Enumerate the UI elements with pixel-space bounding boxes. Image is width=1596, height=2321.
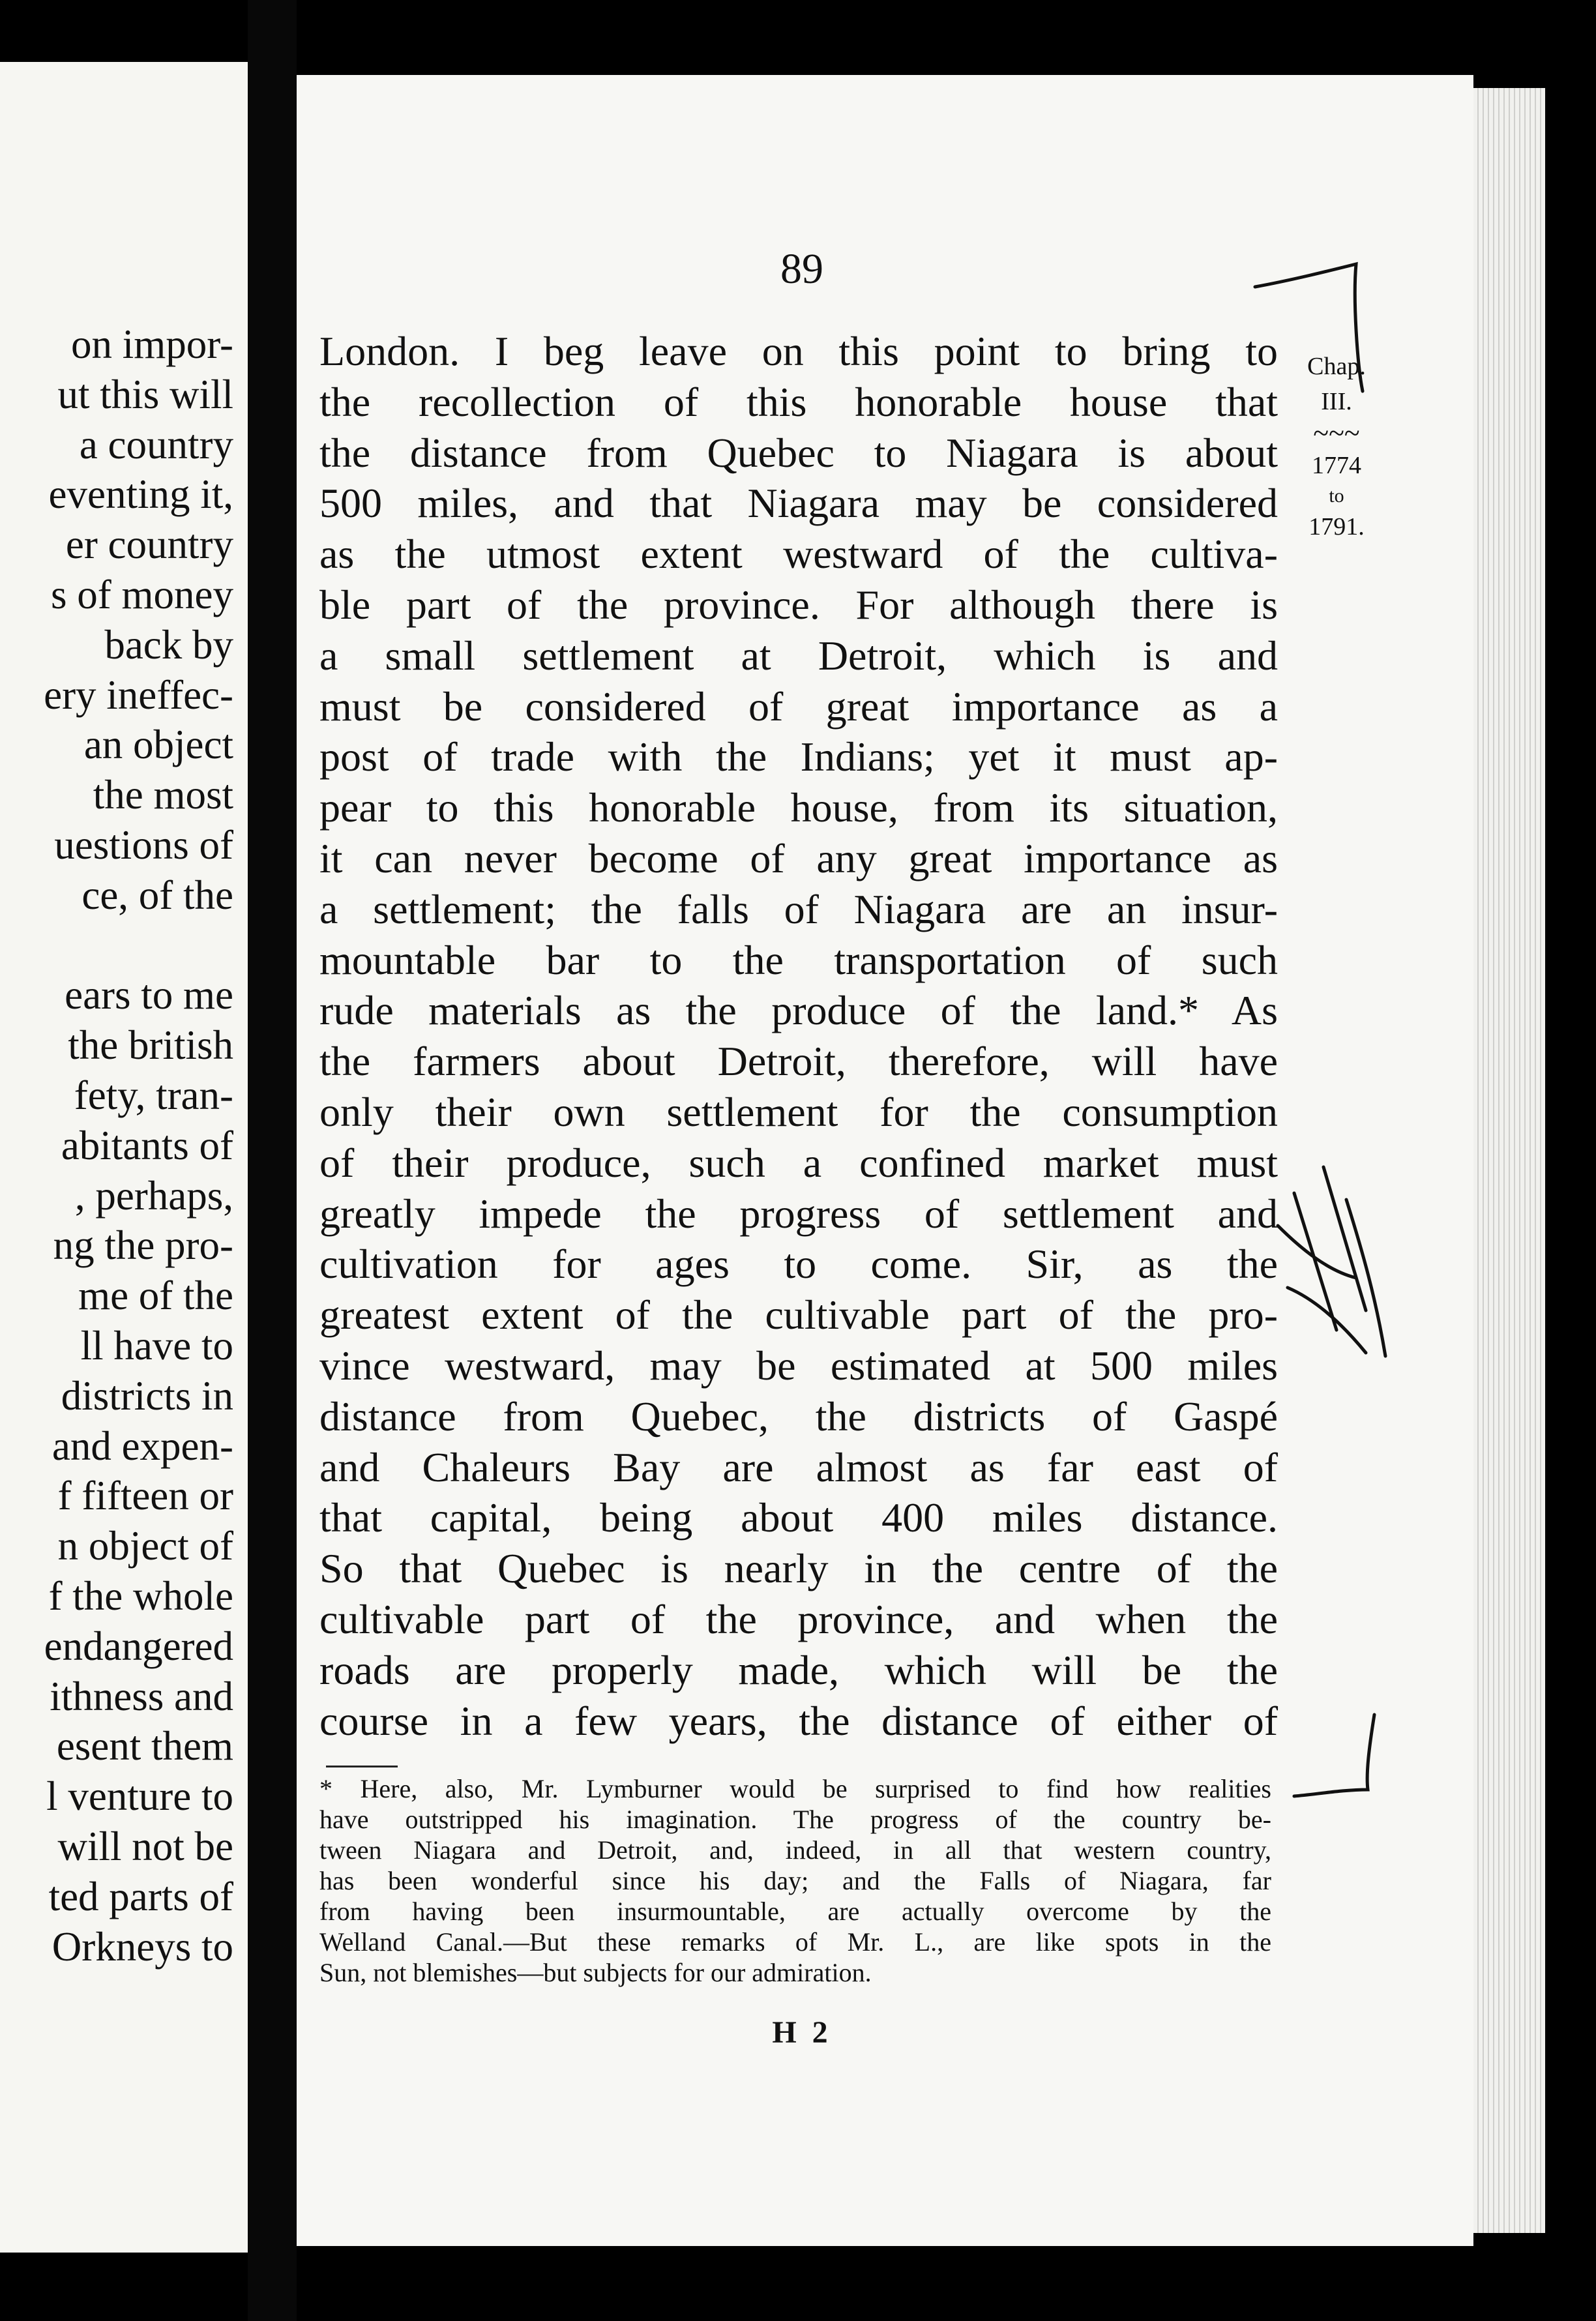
margin-chapter-note	[1288, 349, 1385, 544]
left-line: ll have to	[80, 1322, 233, 1368]
text-line: that capital, being about 400 miles distance.	[319, 1494, 1278, 1541]
text-line: vince westward, may be estimated at 500 miles	[319, 1342, 1278, 1389]
left-line: the british	[68, 1022, 233, 1069]
page-number: 89	[780, 245, 823, 293]
text-line: the farmers about Detroit, therefore, will have	[319, 1038, 1278, 1085]
text-line: greatly impede the progress of settlement and	[319, 1190, 1278, 1237]
left-line: ng the pro-	[53, 1222, 233, 1269]
left-line: fety, tran-	[74, 1072, 233, 1118]
left-line: endangered	[44, 1623, 233, 1669]
left-line: s of money	[51, 571, 233, 617]
left-line: abitants of	[61, 1122, 233, 1168]
left-page-text	[0, 319, 233, 1972]
book-gutter	[248, 0, 297, 2321]
margin-tilde: ~~~	[1313, 417, 1360, 449]
left-line: me of the	[78, 1273, 233, 1319]
left-line: the most	[93, 772, 233, 818]
scan-border	[1545, 0, 1596, 2321]
left-line: ce, of the	[81, 872, 233, 918]
left-line: , perhaps,	[74, 1172, 233, 1219]
signature-mark: H 2	[772, 2015, 832, 2050]
left-line: f the whole	[48, 1573, 233, 1619]
margin-year-start: 1774	[1312, 452, 1361, 479]
footnote-line: has been wonderful since his day; and the Falls of Niagara, far	[319, 1866, 1271, 1895]
left-line: ears to me	[65, 972, 233, 1018]
text-line: only their own settlement for the consumption	[319, 1088, 1278, 1135]
footnote-line: tween Niagara and Detroit, and, indeed, in all that western country,	[319, 1835, 1271, 1865]
footnote-line: from having been insurmountable, are actually overcome by the	[319, 1897, 1271, 1926]
text-line: mountable bar to the transportation of such	[319, 936, 1278, 983]
footnote-line: have outstripped his imagination. The progress of the country be-	[319, 1805, 1271, 1834]
text-line: post of trade with the Indians; yet it must ap-	[319, 733, 1278, 780]
left-line: f fifteen or	[57, 1473, 233, 1519]
margin-to: to	[1329, 485, 1344, 507]
margin-year-end: 1791.	[1308, 513, 1365, 540]
left-line: l venture to	[46, 1773, 233, 1820]
left-line: er country	[65, 522, 233, 568]
left-line: ery ineffec-	[44, 672, 233, 718]
text-line: and Chaleurs Bay are almost as far east of	[319, 1443, 1278, 1490]
left-line: on impor-	[71, 321, 233, 367]
text-line: rude materials as the produce of the land.* As	[319, 987, 1278, 1034]
footnote-line: Sun, not blemishes—but subjects for our admiration.	[319, 1958, 872, 1987]
text-line: 500 miles, and that Niagara may be considered	[319, 480, 1278, 527]
text-line: So that Quebec is nearly in the centre of the	[319, 1545, 1278, 1592]
left-line: uestions of	[54, 821, 233, 868]
text-line: cultivable part of the province, and when the	[319, 1595, 1278, 1642]
left-line: an object	[83, 722, 233, 768]
left-line: back by	[104, 621, 233, 668]
left-line: ut this will	[57, 371, 233, 417]
left-line: districts in	[61, 1372, 233, 1419]
left-line: will not be	[57, 1823, 233, 1869]
text-line: of their produce, such a confined market must	[319, 1139, 1278, 1186]
left-page-fragment	[0, 62, 248, 2253]
left-line: a country	[79, 421, 233, 467]
text-line: cultivation for ages to come. Sir, as the	[319, 1241, 1278, 1288]
footnote-line: Welland Canal.—But these remarks of Mr. L., are like spots in the	[319, 1927, 1271, 1957]
footnote	[319, 1773, 1271, 1988]
text-line: as the utmost extent westward of the cultiva-	[319, 531, 1278, 578]
text-line: a settlement; the falls of Niagara are an insur-	[319, 885, 1278, 932]
text-line: ble part of the province. For although there is	[319, 581, 1278, 628]
left-line: ithness and	[50, 1673, 233, 1719]
text-line: it can never become of any great importance as	[319, 835, 1278, 881]
left-line: ted parts of	[48, 1873, 233, 1919]
text-line: roads are properly made, which will be the	[319, 1646, 1278, 1693]
footnote-rule	[326, 1766, 398, 1767]
text-line: must be considered of great importance as a	[319, 683, 1278, 730]
text-line: London. I beg leave on this point to bring to	[319, 328, 1278, 374]
margin-roman: III.	[1321, 388, 1352, 415]
margin-chap: Chap.	[1307, 353, 1366, 380]
left-line: n object of	[57, 1523, 233, 1569]
text-line: a small settlement at Detroit, which is and	[319, 632, 1278, 679]
left-line: esent them	[56, 1723, 233, 1769]
footnote-line: * Here, also, Mr. Lymburner would be surprised to find how realities	[319, 1774, 1271, 1803]
left-line: Orkneys to	[52, 1923, 233, 1970]
left-line: eventing it,	[48, 471, 233, 518]
left-line-blank	[0, 921, 233, 971]
main-text-body	[319, 326, 1278, 1746]
text-line: the distance from Quebec to Niagara is about	[319, 429, 1278, 476]
text-line: greatest extent of the cultivable part of the pro-	[319, 1292, 1278, 1338]
left-line: and expen-	[52, 1423, 233, 1469]
text-line: pear to this honorable house, from its situation,	[319, 784, 1278, 831]
text-line: distance from Quebec, the districts of Gaspé	[319, 1393, 1278, 1440]
text-line: the recollection of this honorable house that	[319, 378, 1278, 425]
text-line: course in a few years, the distance of either of	[319, 1697, 1278, 1744]
page-edge-stack	[1473, 88, 1545, 2233]
